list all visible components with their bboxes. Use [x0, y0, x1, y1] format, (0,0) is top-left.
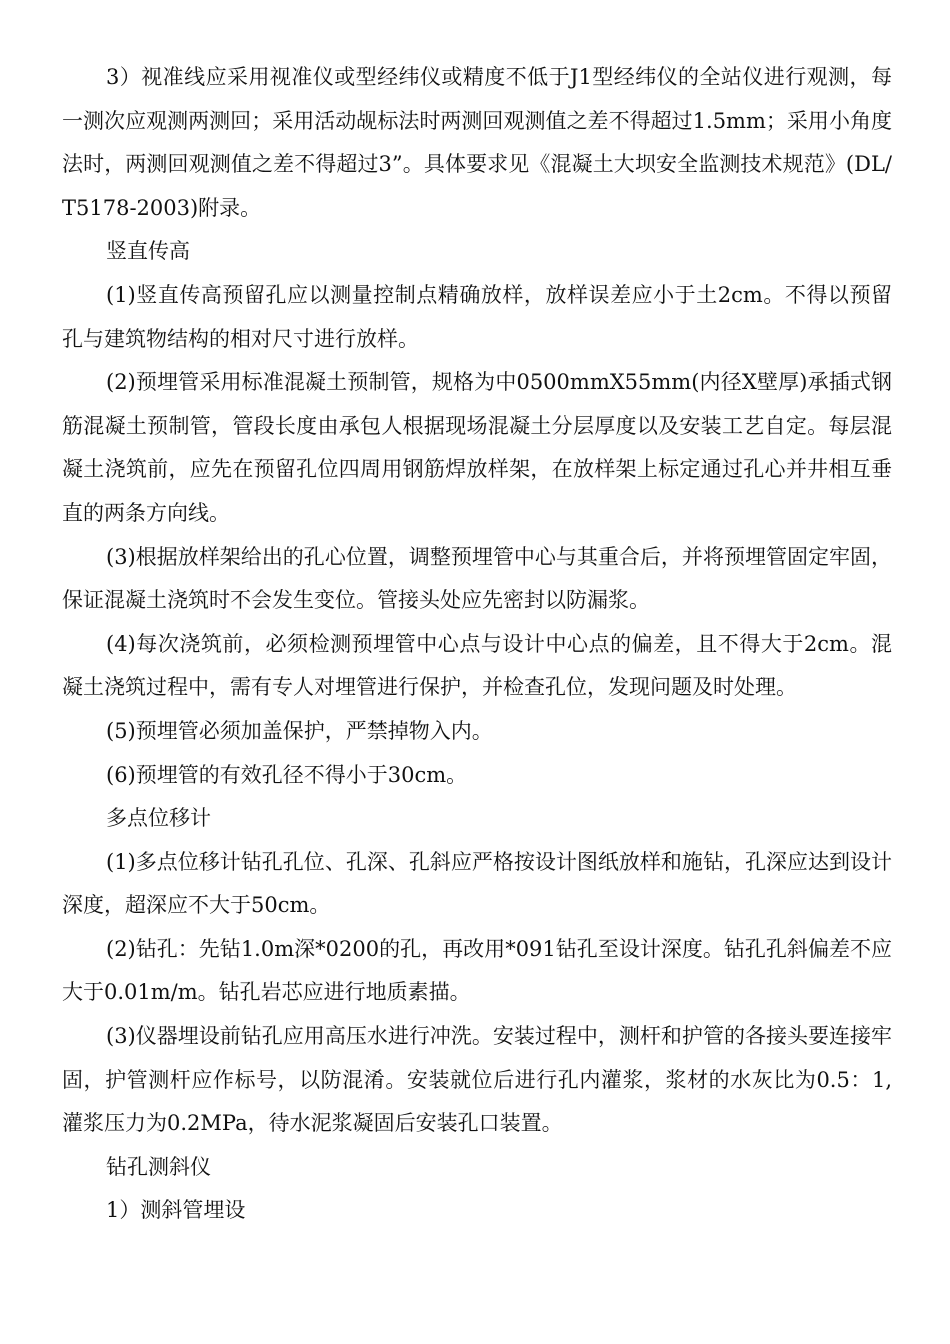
- document-page: [62, 56, 892, 1233]
- paragraph-vertical-3: (3)根据放样架给出的孔心位置，调整预埋管中心与其重合后，并将预埋管固定牢固，保证混凝土浇筑时不会发生变位。管接头处应先密封以防漏浆。: [62, 544, 892, 613]
- paragraph-vertical-2: (2)预埋管采用标准混凝土预制管，规格为中0500mmX55mm(内径X壁厚)承插式钢筋混凝土预制管，管段长度由承包人根据现场混凝土分层厚度以及安装工艺自定。每层混凝土浇筑前，应先在预留孔位四周用钢筋焊放样架，在放样架上标定通过孔心并井相互垂直的两条方向线。: [62, 370, 892, 525]
- paragraph-vertical-6: (6)预埋管的有效孔径不得小于30cm。: [106, 762, 468, 787]
- heading-vertical-transfer: 竖直传高: [106, 239, 190, 264]
- heading-multipoint-extensometer: 多点位移计: [106, 806, 211, 831]
- paragraph-extensometer-1: (1)多点位移计钻孔孔位、孔深、孔斜应严格按设计图纸放样和施钻，孔深应达到设计深度，超深应不大于50cm。: [62, 849, 892, 918]
- paragraph-vertical-5: (5)预埋管必须加盖保护，严禁掉物入内。: [106, 718, 493, 743]
- paragraph-sightline-survey: 3）视准线应采用视准仪或型经纬仪或精度不低于J1型经纬仪的全站仪进行观测，每一测次应观测两测回；采用活动觇标法时两测回观测值之差不得超过1.5mm；采用小角度法时，两测回观测值之差不得超过3”。具体要求见《混凝土大坝安全监测技术规范》(DL/T5178-2003)附录。: [62, 65, 892, 220]
- paragraph-vertical-4: (4)每次浇筑前，必须检测预埋管中心点与设计中心点的偏差，且不得大于2cm。混凝土浇筑过程中，需有专人对埋管进行保护，并检查孔位，发现问题及时处理。: [62, 631, 892, 700]
- paragraph-extensometer-2: (2)钻孔：先钻1.0m深*0200的孔，再改用*091钻孔至设计深度。钻孔孔斜偏差不应大于0.01m/m。钻孔岩芯应进行地质素描。: [62, 936, 892, 1005]
- paragraph-vertical-1: (1)竖直传高预留孔应以测量控制点精确放样，放样误差应小于土2cm。不得以预留孔与建筑物结构的相对尺寸进行放样。: [62, 282, 892, 351]
- heading-inclinometer-tube-install: 1）测斜管埋设: [106, 1198, 246, 1223]
- heading-borehole-inclinometer: 钻孔测斜仪: [106, 1154, 211, 1179]
- paragraph-extensometer-3: (3)仪器埋设前钻孔应用高压水进行冲洗。安装过程中，测杆和护管的各接头要连接牢固，护管测杆应作标号，以防混淆。安装就位后进行孔内灌浆，浆材的水灰比为0.5：1,灌浆压力为0.2MPa，待水泥浆凝固后安装孔口装置。: [62, 1024, 892, 1136]
